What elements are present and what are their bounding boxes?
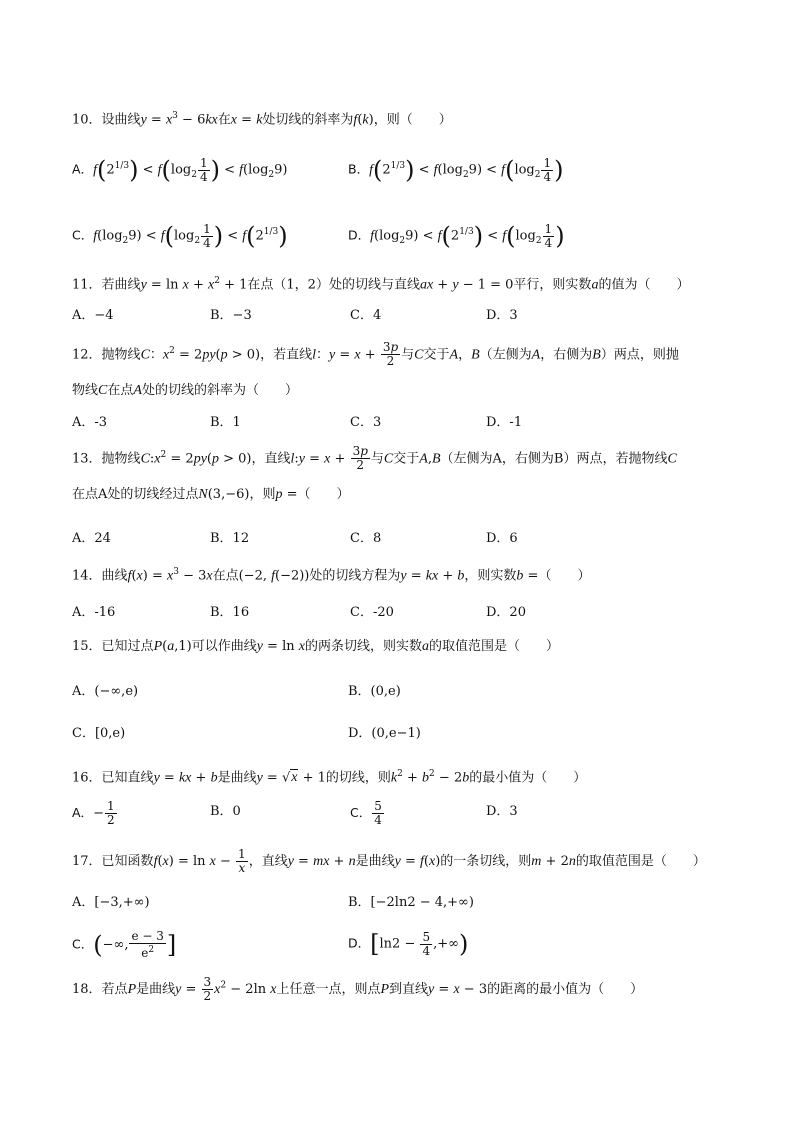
option-a[interactable]: A．-3 [72,415,108,430]
option-c[interactable]: C．[0,e) [72,726,126,741]
question-10 [72,107,732,129]
question-stem: 11．若曲线$y = \ln x + x^2 + 1$在点（1，2）处的切线与直线ax + y − 1 = 0平行，则实数a的值为（ ） [72,276,690,293]
option-a[interactable]: A．(−∞,e) [72,684,139,699]
option-b[interactable]: B．(0,e) [348,684,401,699]
question-18 [72,976,732,1003]
question-16 [72,765,732,787]
option-d[interactable]: D．[ln2 − $\frac{5}{4}$ ,+∞) [348,929,469,958]
option-a[interactable]: A．−4 [72,308,114,323]
option-a[interactable]: A．$f(2^{1/3}) < f(\log_2$ $\frac{1}{4}$ ) < $f(\log_29)$ [72,155,288,184]
option-b[interactable]: B．12 [210,531,250,546]
option-d[interactable]: D．3 [486,804,518,819]
option-b[interactable]: B．$f(2^{1/3}) < f(\log_29) < f(\log_2$ $\frac{1}{4}$ ) [348,155,564,184]
option-c[interactable]: C．3 [350,415,382,430]
question-14 [72,563,732,585]
option-b[interactable]: B．[−2ln2 − 4,+∞) [348,895,474,910]
question-stem: 14．曲线$f(x) = x^3 - 3x$在点(−2, f(−2))处的切线方程为y = kx + b，则实数b =（ ） [72,567,591,584]
question-13: 13．抛物线$C:x^2 = 2py(p > 0)$，直线l:y = x + $\frac{3p}{2}$ 与C交于A,B（左侧为A，右侧为B）两点，若抛物线C 在点A处的切线经过点N(3,−6)，则p =（ ） [72,444,732,504]
question-number: 10． [72,112,102,128]
question-12: 12．抛物线C：$x^2 = 2py(p > 0)$，若直线l：y = x + $\frac{3p}{2}$ 与C交于A，B（左侧为A，右侧为B）两点，则抛 物线C在点A处的切线的斜率为（ ） [72,340,732,400]
question-11 [72,272,732,294]
option-b[interactable]: B．16 [210,605,250,620]
option-d[interactable]: D．-1 [486,415,523,430]
option-a[interactable]: A．− $\frac{1}{2}$ [72,799,115,827]
option-c[interactable]: C．4 [350,308,382,323]
option-c[interactable]: C． $\frac{5}{4}$ [350,799,382,827]
option-d[interactable]: D．6 [486,531,518,546]
option-b[interactable]: B．1 [210,415,241,430]
option-b[interactable]: B．0 [210,804,241,819]
option-c[interactable]: C．$f(\log_29) < f(\log_2$ $\frac{1}{4}$ ) < $f(2^{1/3})$ [72,221,288,250]
question-stem: 18．若点P是曲线y = $\frac{3}{2}$ $x^2 - 2\ln$ x上任意一点，则点P到直线y = x − 3的距离的最小值为（ ） [72,975,644,1003]
option-b[interactable]: B．−3 [210,308,252,323]
option-c[interactable]: C．(−∞, $\frac{e - 3}{e^2}$ ] [72,929,177,960]
option-d[interactable]: D．$f(\log_29) < f(2^{1/3}) < f(\log_2$ $\frac{1}{4}$ ) [348,221,565,250]
option-c[interactable]: C．-20 [350,605,394,620]
option-c[interactable]: C．8 [350,531,382,546]
option-a[interactable]: A．-16 [72,605,116,620]
question-15 [72,638,732,656]
option-a[interactable]: A．24 [72,531,111,546]
option-d[interactable]: D．20 [486,605,526,620]
question-stem: 17．已知函数f(x) = ln x − $\frac{1}{x}$ ，直线y = mx + n是曲线y = f(x)的一条切线，则m + 2n的取值范围是（ ） [72,847,706,875]
question-stem: 15．已知过点P(a,1)可以作曲线y = ln x的两条切线，则实数a的取值范围是（ ） [72,639,560,654]
question-17 [72,848,732,875]
question-stem: 12．抛物线C：$x^2 = 2py(p > 0)$，若直线l：y = x + $\frac{3p}{2}$ 与C交于A，B（左侧为A，右侧为B）两点，则抛 [72,340,679,369]
option-a[interactable]: A．[−3,+∞) [72,895,150,910]
option-d[interactable]: D．3 [486,308,518,323]
question-stem: 16．已知直线y = kx + b是曲线y = √x + 1的切线，则$k^2 + b^2 - 2b$的最小值为（ ） [72,769,587,786]
question-stem: 13．抛物线$C:x^2 = 2py(p > 0)$，直线l:y = x + $\frac{3p}{2}$ 与C交于A,B（左侧为A，右侧为B）两点，若抛物线C [72,444,677,473]
option-d[interactable]: D．(0,e−1) [348,726,421,741]
question-stem: 10．设曲线$y = x^3 - 6kx$在x = k处切线的斜率为f(k)，则（ ） [72,111,452,128]
